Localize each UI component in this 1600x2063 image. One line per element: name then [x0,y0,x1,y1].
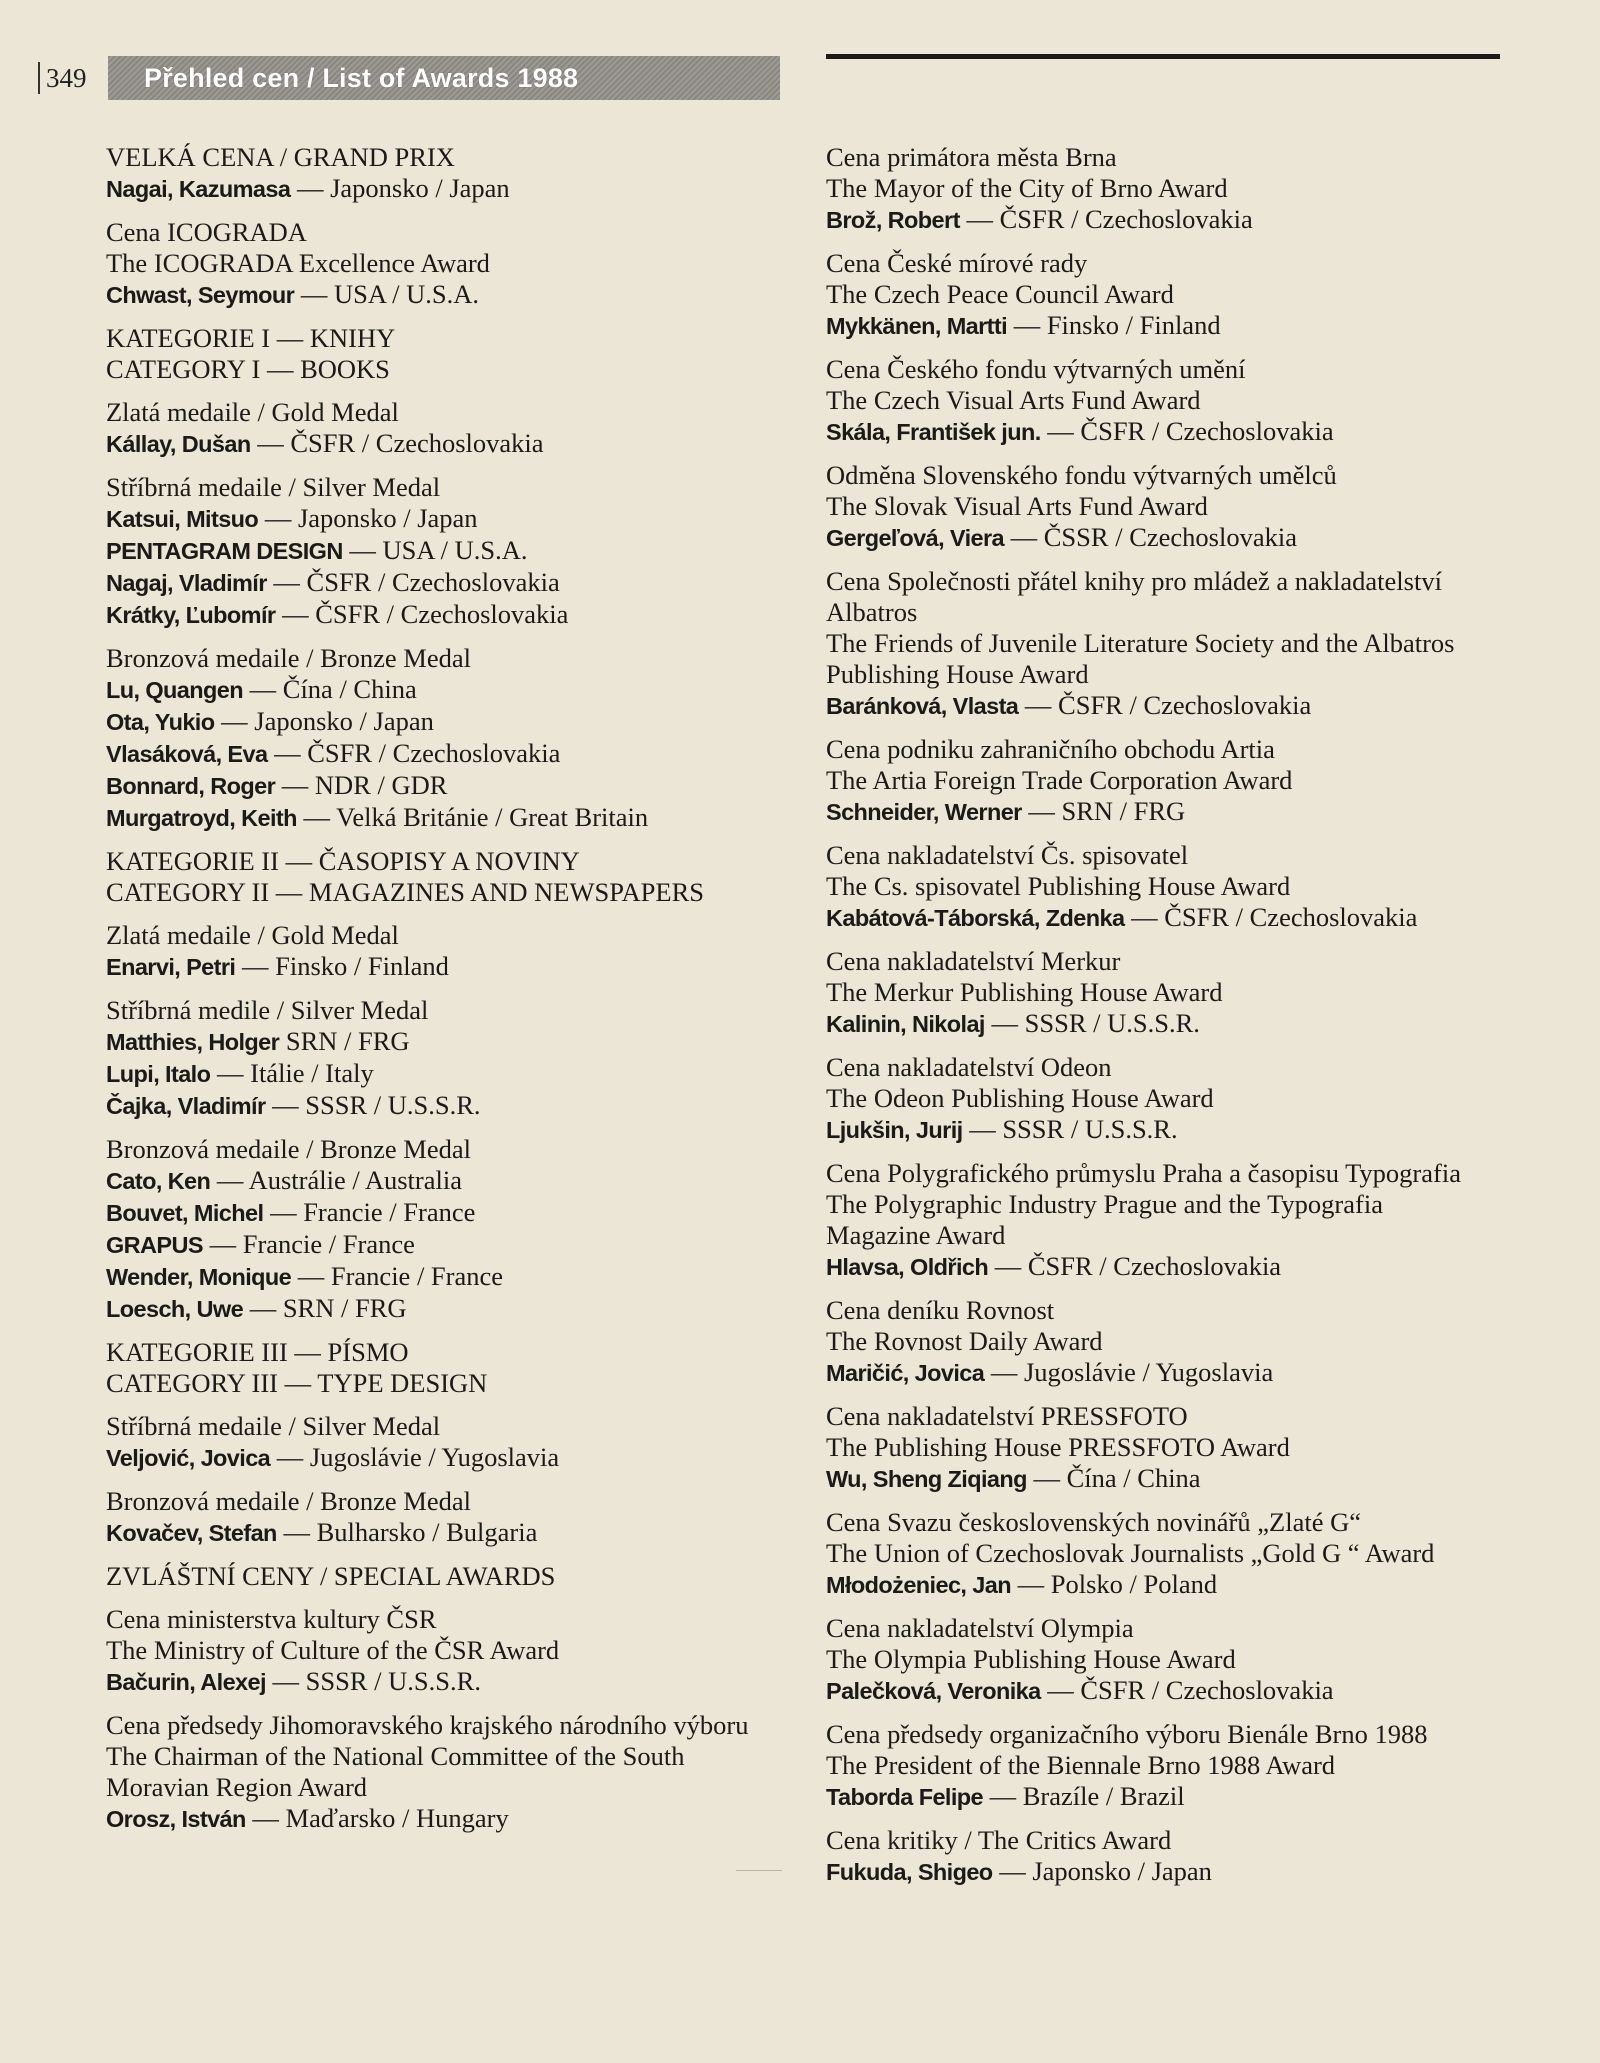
award-text: Zlatá medaile / Gold Medal [106,397,399,427]
winner-country: — SSSR / U.S.S.R. [984,1008,1200,1038]
winner-country: — ČSFR / Czechoslovakia [959,204,1253,234]
award-title-line [826,734,1516,765]
award-block [106,846,796,908]
winner-name: Wu, Sheng Ziqiang [826,1466,1027,1492]
award-title-line [826,871,1516,902]
award-title-line [106,142,796,173]
award-text: The Cs. spisovatel Publishing House Award [826,871,1291,901]
winner-country: — ČSFR / Czechoslovakia [275,599,569,629]
award-block [826,1295,1516,1389]
award-title-line [106,397,796,428]
winner-line [106,738,796,770]
winner-country: — ČSFR / Czechoslovakia [266,567,560,597]
winner-line [826,1008,1516,1040]
award-block [826,1401,1516,1495]
winner-name: Ota, Yukio [106,709,215,735]
award-title-line [826,1401,1516,1432]
winner-line [106,503,796,535]
winner-country: — Jugoslávie / Yugoslavia [984,1357,1274,1387]
award-title-line [106,846,796,877]
winner-name: Mykkänen, Martti [826,313,1008,339]
award-block [826,1158,1516,1283]
award-text: Stříbrná medaile / Silver Medal [106,1411,441,1441]
award-text: Cena nakladatelství Odeon [826,1052,1112,1082]
award-title-line [826,1538,1516,1569]
winner-country: — Austrálie / Australia [210,1165,462,1195]
award-text: Bronzová medaile / Bronze Medal [106,643,471,673]
header-band [108,56,780,100]
award-block [826,1613,1516,1707]
winner-name: Čajka, Vladimír [106,1093,266,1119]
award-text: Cena nakladatelství PRESSFOTO [826,1401,1188,1431]
winner-line [826,1357,1516,1389]
winner-country: — Japonsko / Japan [992,1856,1212,1886]
winner-line [826,1463,1516,1495]
winner-country: — Francie / France [291,1261,504,1291]
winner-name: Fukuda, Shigeo [826,1859,993,1885]
award-block [106,217,796,311]
award-title-line [826,765,1516,796]
winner-name: Ljukšin, Jurij [826,1117,963,1143]
award-title-line [826,248,1516,279]
award-title-line [826,659,1516,690]
winner-line [106,535,796,567]
award-text: The Czech Peace Council Award [826,279,1174,309]
winner-country: — Francie / France [202,1229,415,1259]
winner-line [106,1293,796,1325]
page-title: Přehled cen / List of Awards 1988 [144,62,579,93]
award-block [106,472,796,631]
award-text: The ICOGRADA Excellence Award [106,248,490,278]
award-block [826,460,1516,554]
award-text: KATEGORIE I — KNIHY [106,323,396,353]
winner-name: Brož, Robert [826,207,960,233]
right-column [826,142,1516,1900]
winner-name: Vlasáková, Eva [106,741,268,767]
winner-country: — Itálie / Italy [210,1058,374,1088]
winner-name: Schneider, Werner [826,799,1022,825]
award-text: CATEGORY II — MAGAZINES AND NEWSPAPERS [106,877,705,907]
award-block [106,1561,796,1592]
winner-name: Baránková, Vlasta [826,693,1019,719]
winner-country: — USA / U.S.A. [342,535,528,565]
winner-name: Kabátová-Táborská, Zdenka [826,905,1125,931]
award-text: The Merkur Publishing House Award [826,977,1223,1007]
award-block [106,920,796,983]
winner-name: Chwast, Seymour [106,282,295,308]
award-text: CATEGORY III — TYPE DESIGN [106,1368,488,1398]
winner-line [826,1569,1516,1601]
award-title-line [826,977,1516,1008]
award-text: The Odeon Publishing House Award [826,1083,1214,1113]
award-text: Stříbrná medaile / Silver Medal [106,472,441,502]
winner-country: — Bulharsko / Bulgaria [276,1517,538,1547]
winner-country: — Brazíle / Brazil [983,1781,1185,1811]
award-block [106,397,796,460]
award-text: Cena České mírové rady [826,248,1088,278]
award-title-line [826,460,1516,491]
winner-name: Lupi, Italo [106,1061,211,1087]
award-block [826,946,1516,1040]
award-text: Cena deníku Rovnost [826,1295,1055,1325]
award-block [826,248,1516,342]
award-title-line [106,1368,796,1399]
award-block [826,1052,1516,1146]
award-title-line [826,946,1516,977]
award-title-line [106,1741,796,1772]
award-title-line [106,1411,796,1442]
award-title-line [826,1052,1516,1083]
winner-line [106,951,796,983]
award-title-line [826,1432,1516,1463]
award-title-line [106,217,796,248]
winner-name: Enarvi, Petri [106,954,236,980]
winner-country: — ČSFR / Czechoslovakia [1040,416,1334,446]
award-text: Bronzová medaile / Bronze Medal [106,1486,471,1516]
award-text: KATEGORIE III — PÍSMO [106,1337,409,1367]
winner-line [826,1781,1516,1813]
award-block [826,1825,1516,1888]
winner-line [106,706,796,738]
divider [736,1870,782,1871]
award-block [826,1719,1516,1813]
award-block [826,840,1516,934]
award-text: Stříbrná medile / Silver Medal [106,995,429,1025]
award-block [826,142,1516,236]
award-block [826,1507,1516,1601]
award-text: Cena Společnosti přátel knihy pro mládež a nakladatelství [826,566,1442,596]
award-text: The Union of Czechoslovak Journalists „Gold G “ Award [826,1538,1435,1568]
winner-country: — ČSFR / Czechoslovakia [250,428,544,458]
winner-country: — SRN / FRG [243,1293,407,1323]
winner-name: Nagaj, Vladimír [106,570,267,596]
winner-line [106,1165,796,1197]
award-title-line [826,566,1516,597]
winner-country: — Polsko / Poland [1010,1569,1218,1599]
award-title-line [826,1825,1516,1856]
award-title-line [106,920,796,951]
award-block [106,643,796,834]
award-text: ZVLÁŠTNÍ CENY / SPECIAL AWARDS [106,1561,556,1591]
award-title-line [106,995,796,1026]
winner-name: Bačurin, Alexej [106,1669,266,1695]
winner-country: — ČSFR / Czechoslovakia [1124,902,1418,932]
winner-line [106,1666,796,1698]
winner-line [106,1058,796,1090]
winner-line [106,567,796,599]
winner-line [106,1026,796,1058]
winner-line [106,770,796,802]
award-text: The Mayor of the City of Brno Award [826,173,1228,203]
winner-country: — ČSFR / Czechoslovakia [267,738,561,768]
award-text: Cena Polygrafického průmyslu Praha a časopisu Typografia [826,1158,1461,1188]
winner-line [826,796,1516,828]
award-block [826,566,1516,722]
award-text: Publishing House Award [826,659,1089,689]
award-block [106,1604,796,1698]
winner-line [826,1856,1516,1888]
award-block [826,354,1516,448]
award-block [826,734,1516,828]
award-title-line [106,1337,796,1368]
winner-name: Kalinin, Nikolaj [826,1011,985,1037]
award-title-line [106,1134,796,1165]
award-text: Zlatá medaile / Gold Medal [106,920,399,950]
winner-name: Lu, Quangen [106,677,244,703]
award-title-line [106,877,796,908]
award-text: Cena předsedy Jihomoravského krajského národního výboru [106,1710,749,1740]
award-title-line [106,472,796,503]
award-text: Cena nakladatelství Olympia [826,1613,1134,1643]
award-text: Magazine Award [826,1220,1006,1250]
winner-country: — SSSR / U.S.S.R. [962,1114,1178,1144]
award-title-line [826,491,1516,522]
winner-line [826,1114,1516,1146]
award-text: Odměna Slovenského fondu výtvarných umělců [826,460,1337,490]
award-title-line [106,1772,796,1803]
winner-name: Cato, Ken [106,1168,211,1194]
award-text: The Olympia Publishing House Award [826,1644,1236,1674]
left-column [106,142,796,1847]
award-text: Cena kritiky / The Critics Award [826,1825,1172,1855]
award-text: The Czech Visual Arts Fund Award [826,385,1201,415]
award-block [106,1337,796,1399]
award-text: Cena nakladatelství Merkur [826,946,1121,976]
winner-name: Orosz, István [106,1806,246,1832]
award-text: CATEGORY I — BOOKS [106,354,390,384]
award-title-line [826,142,1516,173]
award-text: The Artia Foreign Trade Corporation Award [826,765,1293,795]
winner-name: Maričić, Jovica [826,1360,985,1386]
winner-name: Młodożeniec, Jan [826,1572,1011,1598]
winner-name: Loesch, Uwe [106,1296,244,1322]
award-text: Cena Svazu československých novinářů „Zlaté G“ [826,1507,1361,1537]
winner-line [106,1442,796,1474]
award-text: Cena Českého fondu výtvarných umění [826,354,1246,384]
award-text: Bronzová medaile / Bronze Medal [106,1134,471,1164]
award-text: The Chairman of the National Committee of the South [106,1741,685,1771]
winner-name: Skála, František jun. [826,419,1041,445]
winner-name: Wender, Monique [106,1264,292,1290]
winner-name: Palečková, Veronika [826,1678,1041,1704]
award-block [106,1134,796,1325]
award-title-line [826,1326,1516,1357]
award-title-line [826,385,1516,416]
award-title-line [826,597,1516,628]
award-title-line [106,248,796,279]
award-text: Cena předsedy organizačního výboru Bienále Brno 1988 [826,1719,1428,1749]
winner-line [826,1675,1516,1707]
winner-name: Gergeľová, Viera [826,525,1004,551]
winner-country: — Francie / France [263,1197,476,1227]
award-title-line [826,1220,1516,1251]
award-text: Cena podniku zahraničního obchodu Artia [826,734,1275,764]
award-text: Moravian Region Award [106,1772,368,1802]
winner-line [826,522,1516,554]
winner-country: — Čína / China [1026,1463,1201,1493]
winner-country: — ČSFR / Czechoslovakia [1040,1675,1334,1705]
award-block [106,1411,796,1474]
award-title-line [826,354,1516,385]
winner-name: Kállay, Dušan [106,431,251,457]
award-title-line [826,840,1516,871]
winner-country: — Maďarsko / Hungary [245,1803,509,1833]
winner-line [106,599,796,631]
winner-name: Krátky, Ľubomír [106,602,276,628]
award-title-line [106,354,796,385]
winner-name: Matthies, Holger [106,1029,280,1055]
winner-line [826,310,1516,342]
winner-line [106,173,796,205]
winner-name: Nagai, Kazumasa [106,176,291,202]
winner-name: Taborda Felipe [826,1784,983,1810]
winner-line [826,690,1516,722]
winner-name: Katsui, Mitsuo [106,506,259,532]
award-title-line [826,1083,1516,1114]
award-title-line [106,323,796,354]
winner-line [106,1197,796,1229]
award-title-line [106,643,796,674]
header-rule [826,54,1500,59]
award-block [106,995,796,1122]
winner-name: Bonnard, Roger [106,773,276,799]
winner-name: Hlavsa, Oldřich [826,1254,989,1280]
award-text: The Ministry of Culture of the ČSR Award [106,1635,560,1665]
award-text: Cena primátora města Brna [826,142,1117,172]
winner-line [826,902,1516,934]
winner-line [826,416,1516,448]
winner-name: Bouvet, Michel [106,1200,264,1226]
winner-country: — SRN / FRG [1021,796,1186,826]
winner-line [106,428,796,460]
award-title-line [826,1750,1516,1781]
award-title-line [106,1486,796,1517]
winner-country: — Finsko / Finland [235,951,449,981]
award-text: Cena ICOGRADA [106,217,307,247]
award-title-line [826,1613,1516,1644]
award-text: KATEGORIE II — ČASOPISY A NOVINY [106,846,580,876]
award-title-line [826,1719,1516,1750]
award-block [106,1486,796,1549]
award-title-line [826,1295,1516,1326]
award-title-line [826,173,1516,204]
award-text: Albatros [826,597,918,627]
award-text: The Friends of Juvenile Literature Society and the Albatros [826,628,1455,658]
winner-country: — Čína / China [243,674,417,704]
winner-country: — Velká Británie / Great Britain [296,802,649,832]
winner-country: — ČSFR / Czechoslovakia [988,1251,1282,1281]
winner-line [106,674,796,706]
award-text: The Polygraphic Industry Prague and the Typografia [826,1189,1383,1219]
winner-line [106,1261,796,1293]
award-title-line [106,1635,796,1666]
award-block [106,1710,796,1835]
winner-country: — Finsko / Finland [1007,310,1221,340]
award-title-line [106,1561,796,1592]
award-title-line [826,1507,1516,1538]
page-number: 349 [38,62,87,94]
winner-country: — USA / U.S.A. [294,279,480,309]
winner-line [106,802,796,834]
winner-name: PENTAGRAM DESIGN [106,538,343,564]
award-text: The Rovnost Daily Award [826,1326,1103,1356]
winner-country: — ČSSR / Czechoslovakia [1004,522,1297,552]
award-block [106,142,796,205]
award-title-line [826,1189,1516,1220]
award-text: The Publishing House PRESSFOTO Award [826,1432,1290,1462]
award-title-line [826,279,1516,310]
winner-line [106,1090,796,1122]
winner-country: SRN / FRG [279,1026,410,1056]
winner-line [826,204,1516,236]
award-title-line [826,628,1516,659]
winner-country: — NDR / GDR [275,770,448,800]
award-text: The President of the Biennale Brno 1988 Award [826,1750,1336,1780]
award-title-line [826,1644,1516,1675]
winner-name: Veljović, Jovica [106,1445,271,1471]
award-text: Cena nakladatelství Čs. spisovatel [826,840,1189,870]
winner-name: GRAPUS [106,1232,203,1258]
winner-line [106,279,796,311]
winner-country: — SSSR / U.S.S.R. [265,1090,481,1120]
award-title-line [106,1710,796,1741]
award-title-line [826,1158,1516,1189]
award-text: The Slovak Visual Arts Fund Award [826,491,1208,521]
winner-line [106,1803,796,1835]
winner-name: Murgatroyd, Keith [106,805,297,831]
winner-line [826,1251,1516,1283]
award-text: VELKÁ CENA / GRAND PRIX [106,142,455,172]
award-text: Cena ministerstva kultury ČSR [106,1604,437,1634]
winner-line [106,1229,796,1261]
winner-country: — Japonsko / Japan [290,173,510,203]
winner-name: Kovačev, Stefan [106,1520,277,1546]
award-block [106,323,796,385]
winner-country: — SSSR / U.S.S.R. [265,1666,481,1696]
winner-line [106,1517,796,1549]
award-title-line [106,1604,796,1635]
winner-country: — Japonsko / Japan [214,706,434,736]
winner-country: — Jugoslávie / Yugoslavia [270,1442,560,1472]
winner-country: — Japonsko / Japan [258,503,478,533]
winner-country: — ČSFR / Czechoslovakia [1018,690,1312,720]
